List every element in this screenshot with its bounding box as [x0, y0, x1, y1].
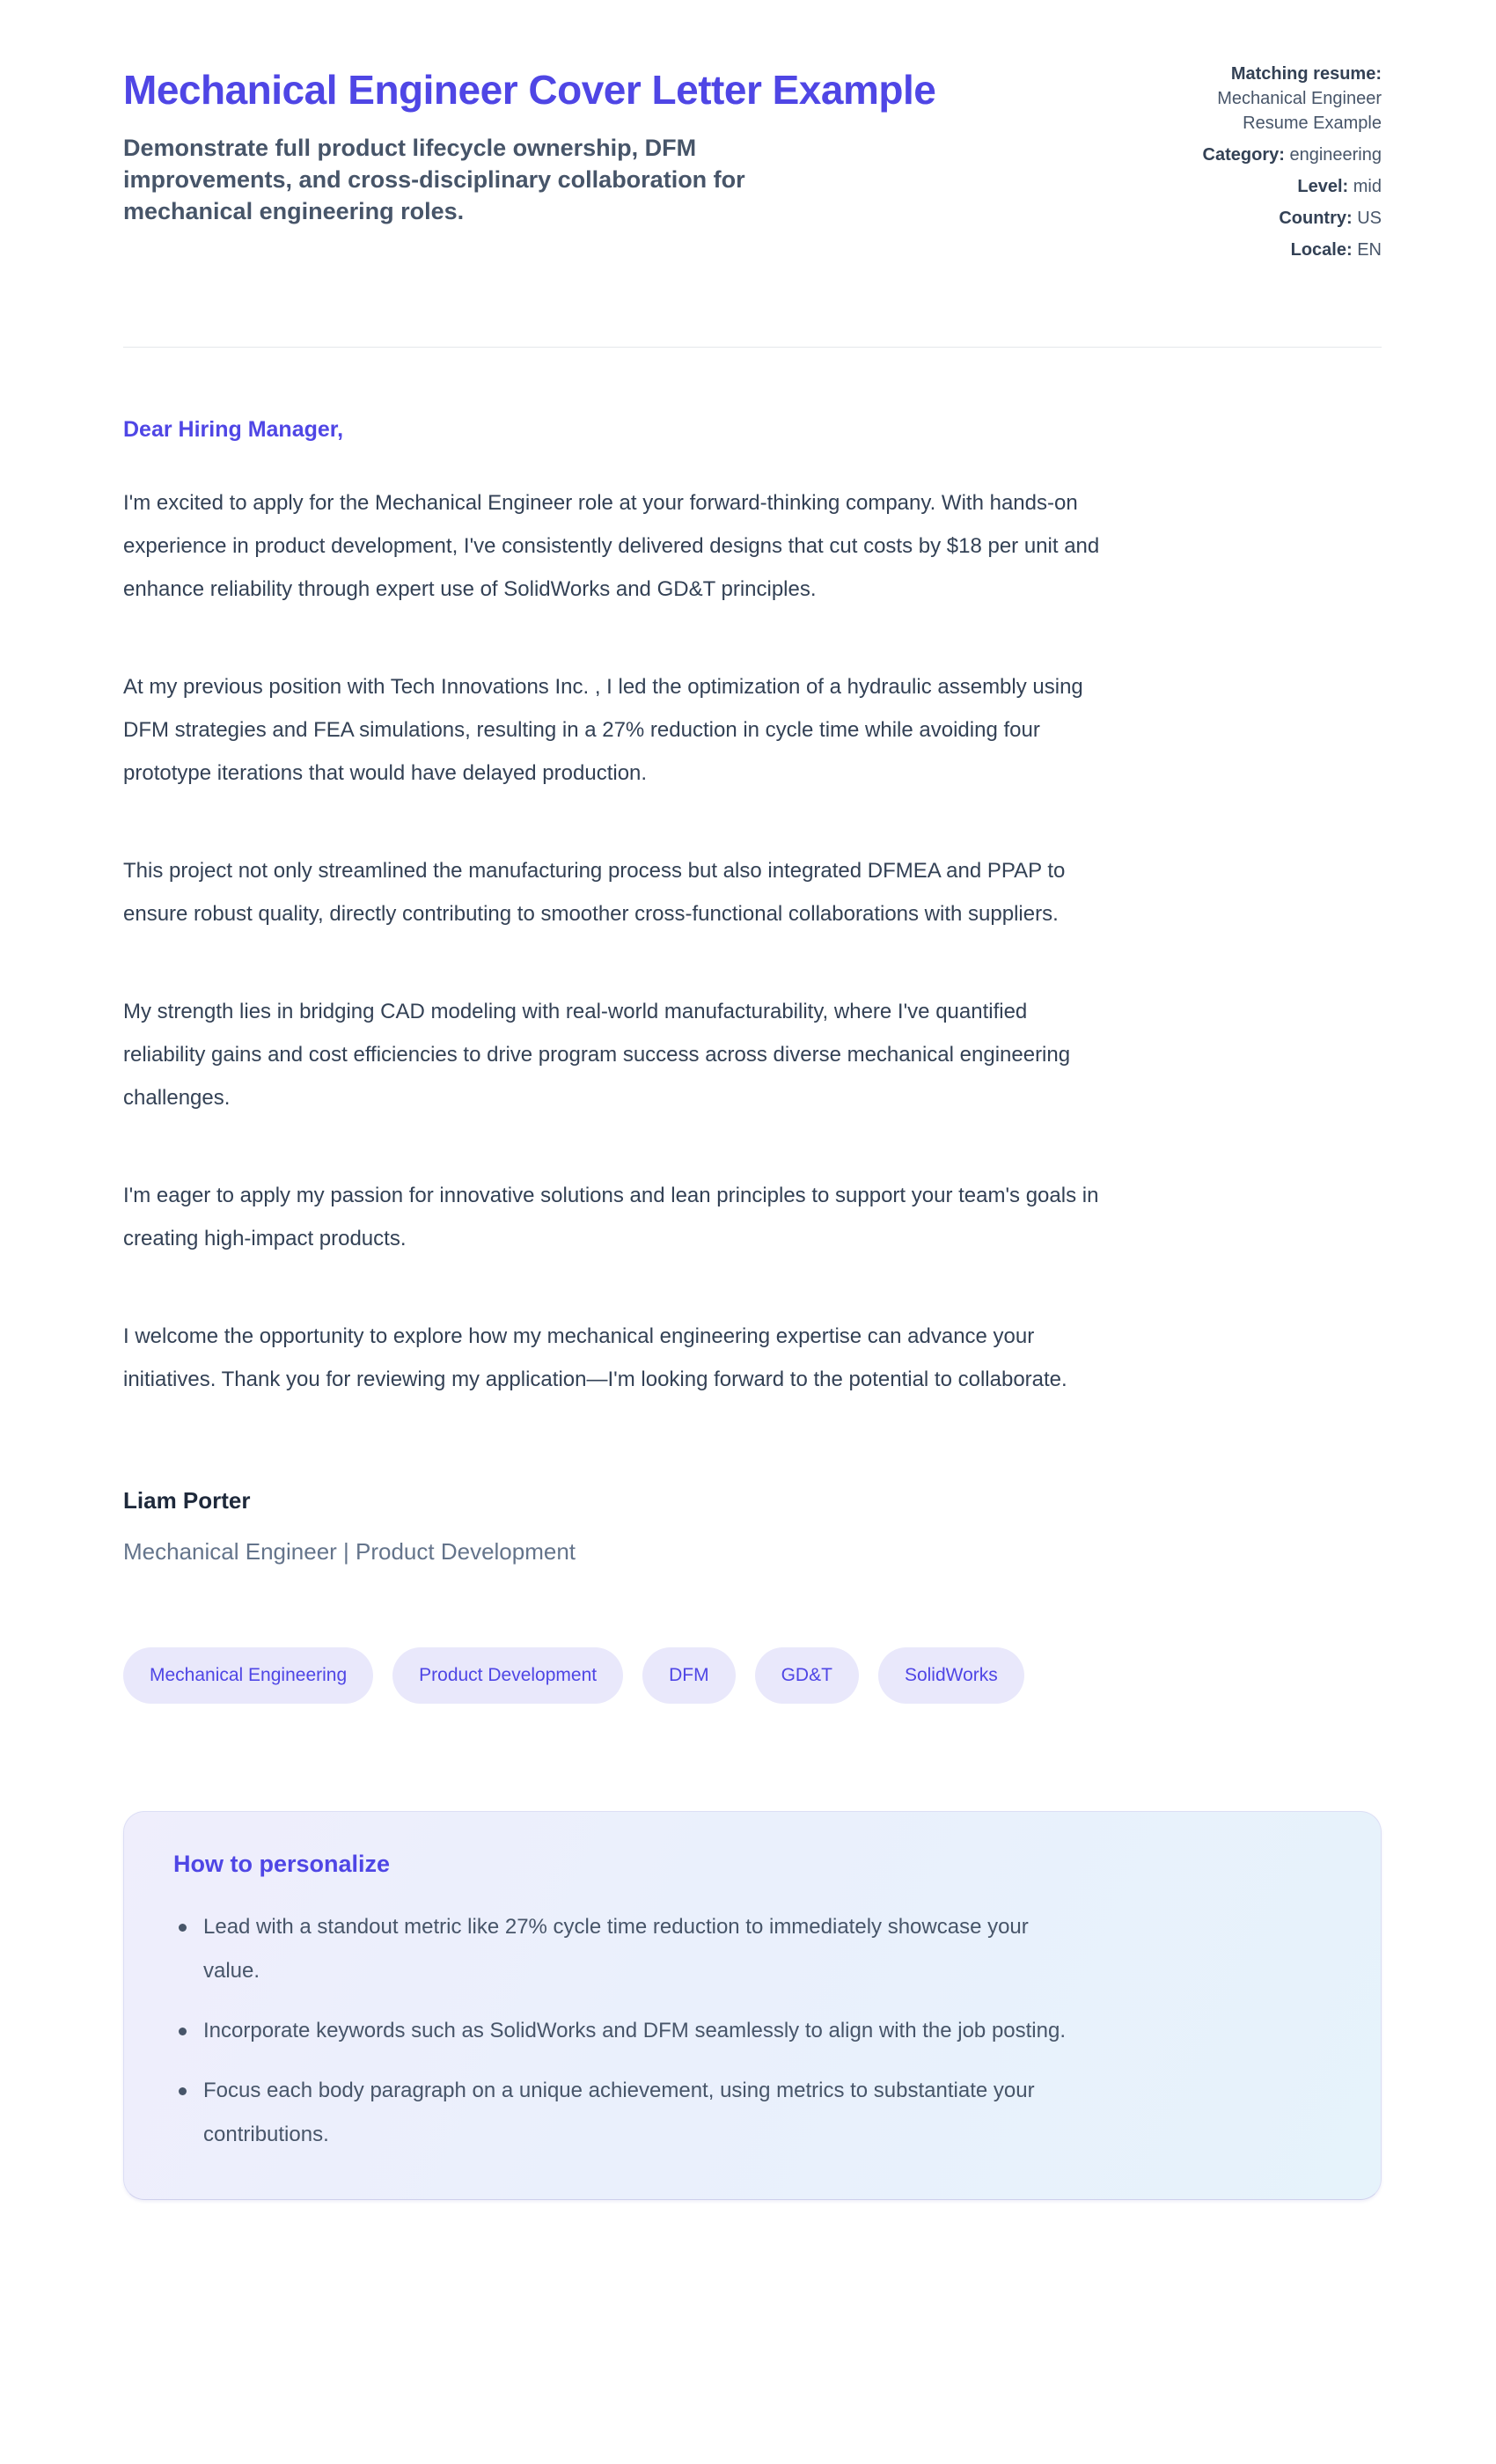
personalize-tips-box: [123, 1811, 1382, 2200]
meta-item-country: [1197, 206, 1382, 231]
letter-paragraph: This project not only streamlined the manufacturing process but also integrated DFMEA and PPAP to ensure robust quality, directly contributing to smoother cross-functional collaborations with suppliers.: [123, 859, 1066, 926]
letter-paragraph: My strength lies in bridging CAD modeling with real-world manufacturability, where I've quantified reliability gains and cost efficiencies to drive program success across diverse mechanical engineering challenges.: [123, 1000, 1071, 1110]
meta-value: engineering: [1289, 145, 1382, 165]
meta-item-locale: [1197, 238, 1382, 262]
letter-paragraph: At my previous position with Tech Innovations Inc. , I led the optimization of a hydraulic assembly using DFM strategies and FEA simulations, resulting in a 27% reduction in cycle time while avoiding four prototype iterations that would have delayed production.: [123, 675, 1083, 785]
tip-item: Incorporate keywords such as SolidWorks and DFM seamlessly to align with the job posting.: [173, 2009, 1080, 2053]
tip-item: Lead with a standout metric like 27% cycle time reduction to immediately showcase your value.: [173, 1905, 1080, 1993]
meta-label: Category:: [1202, 145, 1285, 165]
tag-pill[interactable]: SolidWorks: [878, 1647, 1024, 1704]
page-header: [123, 62, 1382, 269]
meta-item-level: [1197, 174, 1382, 199]
header-divider: [123, 347, 1382, 348]
header-title-block: [123, 62, 935, 227]
meta-panel: [1197, 62, 1382, 269]
signature-block: [123, 1485, 1382, 1566]
matching-resume-link[interactable]: Mechanical Engineer Resume Example: [1217, 89, 1382, 133]
tag-pill[interactable]: Product Development: [392, 1647, 623, 1704]
meta-item-category: [1197, 143, 1382, 167]
meta-item-matching-resume: [1197, 62, 1382, 136]
letter-section: [123, 416, 1382, 1566]
signature-name: Liam Porter: [123, 1487, 251, 1514]
meta-label: Locale:: [1290, 240, 1353, 260]
personalize-heading: How to personalize: [173, 1851, 391, 1877]
letter-paragraph: I'm eager to apply my passion for innovative solutions and lean principles to support your team's goals in creating high-impact products.: [123, 1184, 1099, 1250]
meta-value: US: [1357, 209, 1382, 228]
meta-value: mid: [1353, 177, 1382, 196]
meta-label: Matching resume:: [1230, 64, 1382, 84]
page-subtitle: Demonstrate full product lifecycle ownership, DFM improvements, and cross-disciplinary collaboration for mechanical engineering roles.: [123, 135, 745, 224]
meta-value: EN: [1357, 240, 1382, 260]
letter-paragraph: I welcome the opportunity to explore how my mechanical engineering expertise can advance your initiatives. Thank you for reviewing my application—I'm looking forward to the potential to collaborate.: [123, 1324, 1067, 1391]
tag-pill[interactable]: Mechanical Engineering: [123, 1647, 373, 1704]
signature-role: Mechanical Engineer | Product Development: [123, 1538, 576, 1565]
letter-greeting: Dear Hiring Manager,: [123, 417, 344, 442]
page-title: Mechanical Engineer Cover Letter Example: [123, 67, 936, 113]
tag-pill[interactable]: DFM: [642, 1647, 736, 1704]
letter-paragraph: I'm excited to apply for the Mechanical Engineer role at your forward-thinking company. With hands-on experience in product development, I've consistently delivered designs that cut costs by $18 per unit and enhance reliability through expert use of SolidWorks and GD&T principles.: [123, 491, 1100, 601]
tag-pill[interactable]: GD&T: [755, 1647, 859, 1704]
tip-item: Focus each body paragraph on a unique achievement, using metrics to substantiate your contributions.: [173, 2069, 1080, 2157]
meta-label: Country:: [1279, 209, 1353, 228]
personalize-tip-list: [173, 1905, 1331, 2157]
letter-body: [123, 481, 1382, 1401]
meta-label: Level:: [1297, 177, 1349, 196]
tag-list: [123, 1647, 1382, 1704]
